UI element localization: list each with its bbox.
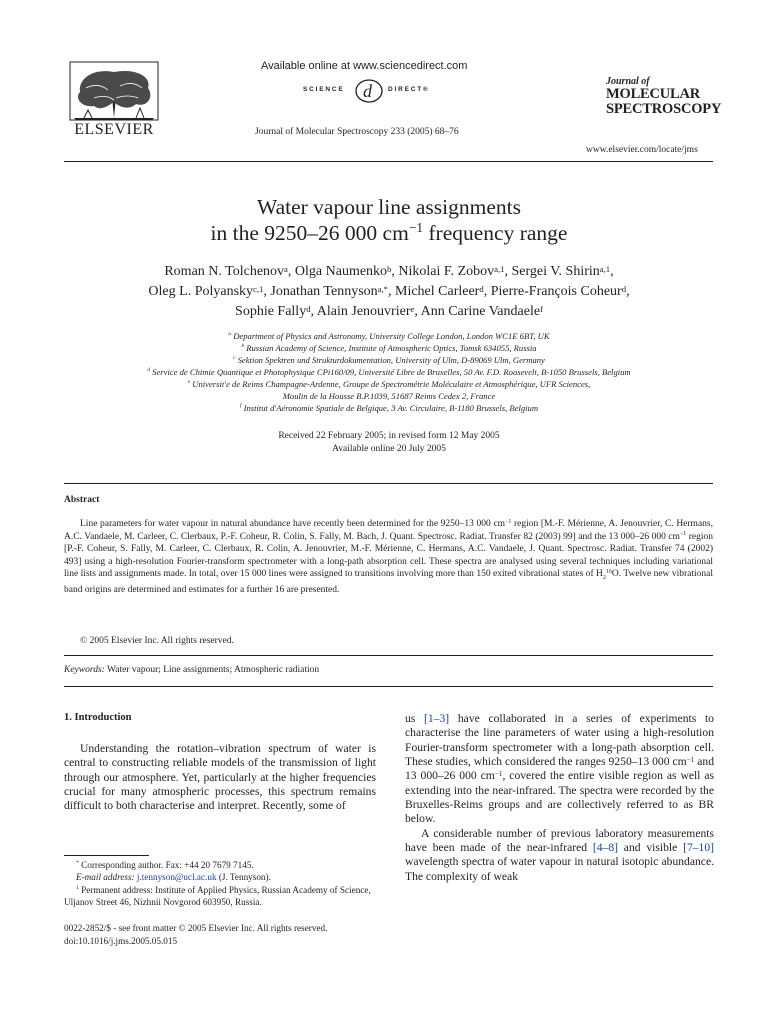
title-line2-tail: frequency range [423,221,568,245]
journal-logo [606,77,721,117]
author-sep: , [310,304,317,319]
affiliation-mark: d [147,367,151,374]
footnote-mark: * [76,860,79,867]
author-line [64,282,714,302]
footnote-rule [64,855,149,856]
author-line [64,262,714,282]
affiliation-mark: b [241,343,245,350]
affiliation [64,378,714,390]
available-online-text: Available online at www.sciencedirect.com [261,60,468,72]
abstract-text: O. Twelve new vibrational band origins are determined and estimates for a further 16 are presented. [64,569,713,596]
affiliation-text: Department of Physics and Astronomy, University College London, London WC1E 6BT, UK [233,331,550,341]
author-name[interactable]: Oleg L. Polyansky [148,284,254,299]
body-text: us [405,712,425,725]
abstract-sub: 2 [602,574,606,581]
abstract-heading: Abstract [64,495,100,505]
article-dates [64,430,714,455]
author-name[interactable]: Roman N. Tolchenov [164,264,285,279]
sd-at-icon [354,78,384,110]
author-mark: a,1 [494,263,505,274]
affiliation [64,354,714,366]
author-mark: a [284,263,288,274]
abstract-sup: −1 [505,518,512,525]
citation-link[interactable]: [4–8] [592,841,618,855]
article-title [64,194,714,246]
author-mark: f [540,303,543,314]
intro-column-right [405,712,714,884]
sd-direct-word: DIRECT® [388,86,430,93]
header-divider [64,161,713,162]
affiliation-text: Sektion Spektren und Strukturdokumentation, University of Ulm, D-89069 Ulm, Germany [237,355,545,365]
title-line1: Water vapour line assignments [257,195,521,219]
affiliation-mark: f [239,403,242,410]
author-mark: a,* [377,283,388,294]
affiliation [64,390,714,402]
keywords-bottom-rule [64,686,713,687]
author-name[interactable]: Olga Naumenko [294,264,388,279]
affiliation-mark: e [187,379,191,386]
affiliation [64,366,714,378]
author-name[interactable]: Pierre-François Coheur [490,284,622,299]
affiliation-mark: c [233,355,236,362]
affiliation-text: Institut d'Aéronomie Spatiale de Belgique, 3 Av. Circulaire, B-1180 Brussels, Belgium [243,403,539,413]
affiliation-text: Moulin de la Housse B.P.1039, 51687 Reims Cedex 2, France [282,391,496,401]
abstract-sup: 16 [606,568,612,575]
author-sep: , [626,284,630,299]
author-name[interactable]: Nikolai F. Zobov [398,264,495,279]
email-label: E-mail address: [76,872,135,883]
svg-text:d: d [363,81,372,101]
footnote-text: Permanent address: Institute of Applied Physics, Russian Academy of Science, Uljanov Street 46, Nizhnii Novgorod 603950, Russia. [64,884,371,907]
author-name[interactable]: Sergei V. Shirin [511,264,600,279]
author-sep: , [610,264,614,279]
keywords [64,665,319,675]
body-text: have collaborated in a series of experiments to characterise the line parameters of water using a high-resolution Fourier-transform spectrometer with a long-path absorption cell. These studies, which considered the ranges 9250–13 000 cm [405,712,714,769]
body-text: wavelength spectra of water vapour in natural isotopic abundance. The complexity of weak [405,855,714,883]
doi-link[interactable]: doi:10.1016/j.jms.2005.05.015 [64,935,178,946]
author-sep: , [391,264,399,279]
abstract-text: region [P.-F. Coheur, S. Fally, M. Carleer, C. Clerbaux, R. Colin, A. Jenouvrier, M.-F. Mérienne, C. Hermans, A.C. Vandaele, J. Quant. Spectrosc. Radiat. Transfer 74 (2002) 493] using a high-resolution Fourier-transform spectrometer with a long-path absorption cell. These spectra are analysed using several techniques including variational line lists and assignments made. In total, over 15 000 lines were assigned to transitions involving more than 150 exited vibrational states of H [64,531,713,579]
journal-reference: Journal of Molecular Spectroscopy 233 (2005) 68–76 [255,127,459,137]
footnote-permanent [64,884,376,909]
online-date: Available online 20 July 2005 [332,443,446,454]
keywords-label: Keywords: [64,665,105,675]
journal-of-label: Journal of [606,76,650,87]
footnotes [64,859,376,908]
body-sup: −1 [494,769,503,778]
author-mark: d [306,303,311,314]
abstract-top-rule [64,483,713,484]
footnote-email [64,871,376,883]
author-mark: e [410,303,415,314]
keywords-text: Water vapour; Line assignments; Atmospheric radiation [107,665,320,675]
affiliation [64,330,714,342]
footnote-text: Corresponding author. Fax: +44 20 7679 7145. [81,860,254,870]
received-date: Received 22 February 2005; in revised form 12 May 2005 [278,431,500,441]
journal-name-line1: MOLECULAR [606,86,701,103]
title-line2 [64,220,714,246]
intro-paragraph [405,712,714,827]
affiliation [64,402,714,414]
title-sup: −1 [408,220,423,236]
affiliation [64,342,714,354]
sd-at-glyph-icon [354,78,384,104]
journal-name-line2: SPECTROSCOPY [606,100,722,117]
author-mark: a,1 [599,263,611,274]
author-mark: c,1 [253,283,264,294]
body-sup: −1 [686,755,695,764]
email-link[interactable]: j.tennyson@ucl.ac.uk [136,872,217,883]
copyright-notice: © 2005 Elsevier Inc. All rights reserved. [80,636,234,646]
affiliation-text: Service de Chimie Quantique et Photophysique CPi160/09, Université Libre de Bruxelles, 50 Av. F.D. Roosevelt, B-1050 Brussels, Belgium [152,367,631,377]
publisher-name: ELSEVIER [74,121,154,138]
footnote-text: (J. Tennyson). [216,872,271,883]
abstract-body [64,518,713,597]
author-sep: , [414,304,421,319]
body-text: and 13 000–26 000 cm [405,755,714,783]
author-name[interactable]: Jonathan Tennyson [270,284,378,299]
author-sep: , [287,264,295,279]
affiliation-mark: a [228,331,232,338]
abstract-text: region [M.-F. Mérienne, A. Jenouvrier, C. Hermans, A.C. Vandaele, M. Carleer, C. Clerbaux, P.-F. Coheur, R. Colin, S. Fally, M. Bach, J. Quant. Spectrosc. Radiat. Transfer 82 (2003) 99] and the 13 000–26 000 cm [64,519,713,542]
footnote-corresponding [64,859,376,871]
affiliation-list [64,330,714,414]
front-matter-line: 0022-2852/$ - see front matter © 2005 Elsevier Inc. All rights reserved. [64,923,328,933]
title-line2-text: in the 9250–26 000 cm [210,221,409,245]
author-line [64,302,714,322]
abstract-sup: −1 [679,531,687,538]
footnote-mark: 1 [76,884,79,891]
author-mark: b [387,263,392,274]
section-heading: 1. Introduction [64,712,132,723]
sd-science-word: SCIENCE [303,86,345,93]
bottom-matter [64,922,327,947]
author-sep: , [483,284,491,299]
author-sep: , [263,284,271,299]
author-name[interactable]: Michel Carleer [395,284,480,299]
author-mark: d [479,283,484,294]
intro-paragraph-left: Understanding the rotation–vibration spectrum of water is central to constructing reliable models of the transmission of light through our atmosphere. Yet, particularly at the higher frequencies crucial for many atmospheric processes, this spectrum remains difficult to both characterise and interpret. Recently, some of [64,742,376,813]
body-text: , covered the entire visible region as well as extending into the near-infrared. The spectra were recorded by the Bruxelles-Reims groups and are collectively referred to as BR below. [405,769,715,826]
abstract-text: Line parameters for water vapour in natural abundance have recently been determined for the 9250–13 000 cm [80,519,506,529]
author-name[interactable]: Sophie Fally [235,304,307,319]
author-name[interactable]: Ann Carine Vandaele [420,304,541,319]
author-sep: , [388,284,395,299]
sciencedirect-logo [300,80,485,102]
keywords-top-rule [64,655,713,656]
author-sep: , [504,264,512,279]
author-mark: d [621,283,627,294]
affiliation-text: Universit'e de Reims Champagne-Ardenne, Groupe de Spectrométrie Moléculaire et Atmosphérique, UFR Sciences, [192,379,591,389]
citation-link[interactable]: [7–10] [683,841,715,855]
body-text: A considerable number of previous laboratory measurements have been made of the near-infrared [405,826,714,855]
intro-paragraph [405,827,714,884]
author-name[interactable]: Alain Jenouvrier [316,304,411,319]
author-list [64,262,714,322]
journal-url-link[interactable]: www.elsevier.com/locate/jms [586,145,698,155]
body-text: and visible [617,841,684,855]
affiliation-text: Russian Academy of Science, Institute of Atmospheric Optics, Tomsk 634055, Russia [246,343,537,353]
citation-link[interactable]: [1–3] [424,712,450,725]
